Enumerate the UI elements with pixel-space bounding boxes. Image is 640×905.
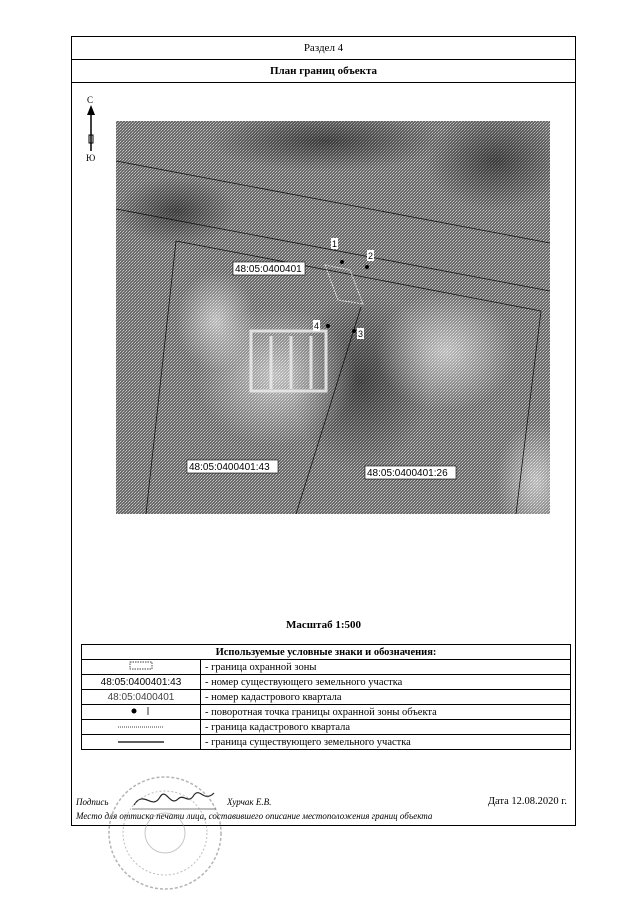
point-4-label: 4 [314,321,320,331]
parcel-43-label: 48:05:0400401:43 [189,462,270,473]
turning-point-symbol [82,705,201,720]
legend-row [82,735,571,750]
signature-label: Подпись [76,797,109,807]
legend-description: - номер существующего земельного участка [201,675,571,690]
quarter-number-symbol: 48:05:0400401 [82,690,201,705]
legend-description: - номер кадастрового квартала [201,690,571,705]
legend-row [82,720,571,735]
point-3-label: 3 [358,329,364,339]
legend-description: - граница охранной зоны [201,660,571,675]
point-1-label: 1 [332,239,338,249]
legend-row [82,690,571,705]
legend-table [81,644,571,750]
legend-description: - поворотная точка границы охранной зоны объекта [201,705,571,720]
legend-title: Используемые условные знаки и обозначения: [82,645,571,660]
legend-row [82,660,571,675]
legend-row [82,675,571,690]
signer-name: Хурчак Е.В. [227,797,272,807]
legend-row [82,705,571,720]
legend-description: - граница кадастрового квартала [201,720,571,735]
quarter-boundary-symbol [82,720,201,735]
plan-title: План границ объекта [72,60,575,83]
parcel-boundary-symbol [82,735,201,750]
seal-stamp-icon [100,773,230,893]
compass [84,95,98,165]
legend-description: - граница существующего земельного участка [201,735,571,750]
protection-zone-symbol [82,660,201,675]
north-label: С [87,95,94,105]
quarter-label: 48:05:0400401 [235,264,302,275]
south-label: Ю [86,153,96,163]
aerial-map [116,121,550,514]
stamp-place-label: Место для оттиска печати лица, составившего описание местоположения границ объекта [76,811,433,821]
section-title: Раздел 4 [72,37,575,60]
point-2-label: 2 [368,251,374,261]
date-label: Дата 12.08.2020 г. [487,796,567,807]
parcel-26-label: 48:05:0400401:26 [367,468,448,479]
document-frame [71,36,576,826]
scale-label: Масштаб 1:500 [285,619,361,631]
parcel-number-symbol: 48:05:0400401:43 [82,675,201,690]
